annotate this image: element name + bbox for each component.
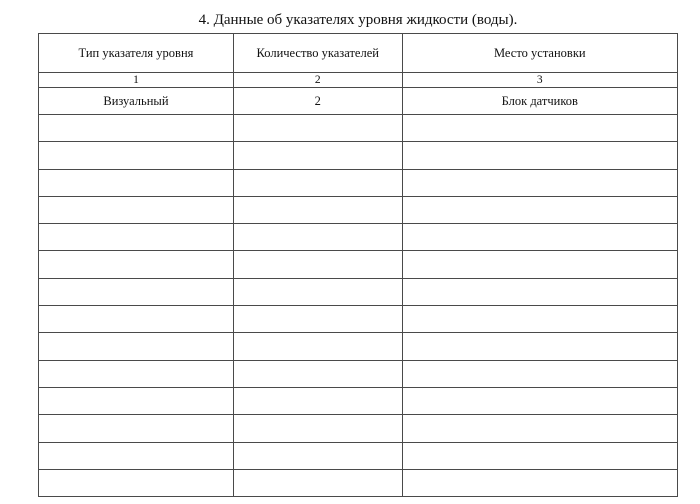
empty-row [39, 196, 678, 223]
empty-cell [233, 115, 402, 142]
cell-indicator-type: Визуальный [39, 88, 234, 115]
empty-cell [233, 196, 402, 223]
empty-cell [233, 278, 402, 305]
empty-row [39, 415, 678, 442]
empty-cell [402, 169, 677, 196]
empty-cell [402, 333, 677, 360]
empty-row [39, 224, 678, 251]
empty-cell [39, 196, 234, 223]
empty-cell [402, 251, 677, 278]
empty-row [39, 360, 678, 387]
indicators-table [38, 33, 678, 497]
column-number-cell: 1 [39, 73, 234, 88]
empty-cell [402, 278, 677, 305]
empty-cell [233, 251, 402, 278]
empty-cell [39, 387, 234, 414]
empty-row [39, 142, 678, 169]
empty-cell [402, 442, 677, 469]
empty-cell [402, 196, 677, 223]
empty-cell [233, 415, 402, 442]
empty-cell [402, 415, 677, 442]
column-number-row [39, 73, 678, 88]
empty-cell [39, 442, 234, 469]
table-row [39, 88, 678, 115]
header-row [39, 34, 678, 73]
empty-cell [233, 333, 402, 360]
empty-row [39, 169, 678, 196]
empty-cell [39, 306, 234, 333]
header-cell-quantity: Количество указателей [233, 34, 402, 73]
empty-cell [39, 469, 234, 496]
empty-row [39, 306, 678, 333]
empty-cell [39, 169, 234, 196]
empty-cell [233, 442, 402, 469]
empty-row [39, 251, 678, 278]
empty-cell [233, 469, 402, 496]
empty-cell [233, 169, 402, 196]
empty-cell [402, 224, 677, 251]
empty-cell [39, 360, 234, 387]
empty-cell [39, 251, 234, 278]
empty-cell [233, 306, 402, 333]
empty-cell [233, 224, 402, 251]
empty-cell [233, 360, 402, 387]
header-cell-type: Тип указателя уровня [39, 34, 234, 73]
empty-cell [233, 142, 402, 169]
empty-cell [39, 224, 234, 251]
empty-cell [402, 469, 677, 496]
empty-row [39, 469, 678, 496]
empty-cell [233, 387, 402, 414]
page-title: 4. Данные об указателях уровня жидкости (воды). [198, 12, 518, 28]
empty-cell [402, 142, 677, 169]
column-number-cell: 3 [402, 73, 677, 88]
empty-cell [402, 360, 677, 387]
empty-row [39, 115, 678, 142]
empty-cell [39, 333, 234, 360]
header-cell-location: Место установки [402, 34, 677, 73]
empty-cell [39, 142, 234, 169]
empty-cell [39, 115, 234, 142]
empty-row [39, 387, 678, 414]
empty-cell [39, 415, 234, 442]
empty-cell [402, 115, 677, 142]
empty-cell [402, 306, 677, 333]
cell-indicator-quantity: 2 [233, 88, 402, 115]
column-number-cell: 2 [233, 73, 402, 88]
empty-cell [402, 387, 677, 414]
table-body [39, 88, 678, 497]
empty-row [39, 442, 678, 469]
empty-row [39, 333, 678, 360]
empty-cell [39, 278, 234, 305]
empty-row [39, 278, 678, 305]
cell-installation-place: Блок датчиков [402, 88, 677, 115]
